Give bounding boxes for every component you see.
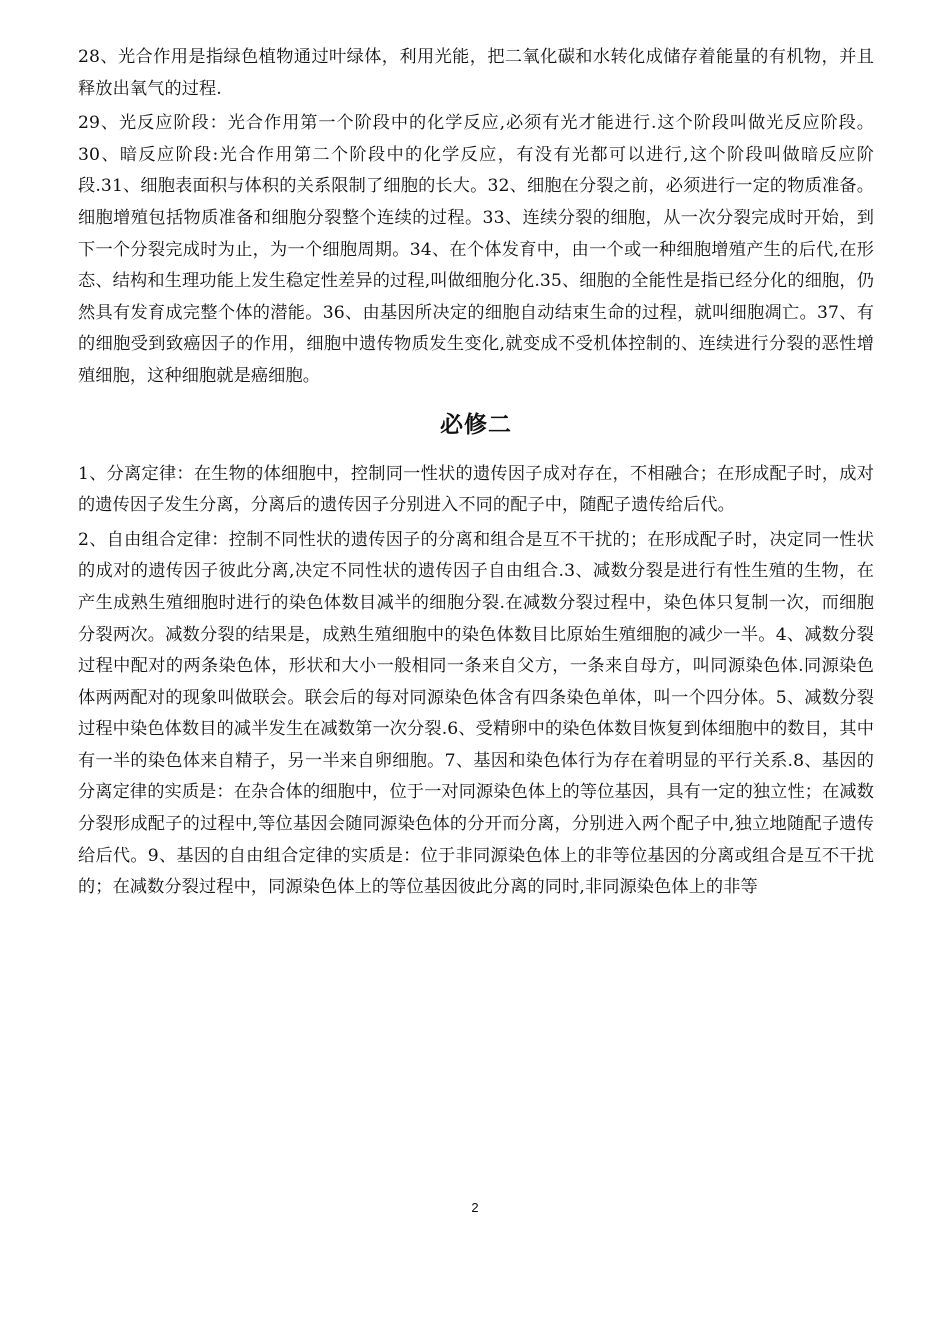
- page-content: [78, 42, 874, 904]
- paragraph-law-of-independent-assortment: 2、自由组合定律：控制不同性状的遗传因子的分离和组合是互不干扰的；在形成配子时，决定同一性状的成对的遗传因子彼此分离,决定不同性状的遗传因子自由组合.3、减数分裂是进行有性生殖的生物，在产生成熟生殖细胞时进行的染色体数目减半的细胞分裂.在减数分裂过程中，染色体只复制一次，而细胞分裂两次。减数分裂的结果是，成熟生殖细胞中的染色体数目比原始生殖细胞的减少一半。4、减数分裂过程中配对的两条染色体，形状和大小一般相同一条来自父方，一条来自母方，叫同源染色体.同源染色体两两配对的现象叫做联会。联会后的每对同源染色体含有四条染色单体，叫一个四分体。5、减数分裂过程中染色体数目的减半发生在减数第一次分裂.6、受精卵中的染色体数目恢复到体细胞中的数目，其中有一半的染色体来自精子，另一半来自卵细胞。7、基因和染色体行为存在着明显的平行关系.8、基因的分离定律的实质是：在杂合体的细胞中，位于一对同源染色体上的等位基因，具有一定的独立性；在减数分裂形成配子的过程中,等位基因会随同源染色体的分开而分离，分别进入两个配子中,独立地随配子遗传给后代。9、基因的自由组合定律的实质是：位于非同源染色体上的非等位基因的分离或组合是互不干扰的；在减数分裂过程中，同源染色体上的等位基因彼此分离的同时,非同源染色体上的非等: [78, 529, 874, 898]
- paragraph-law-of-segregation: 1、分离定律：在生物的体细胞中，控制同一性状的遗传因子成对存在，不相融合；在形成配子时，成对的遗传因子发生分离，分离后的遗传因子分别进入不同的配子中，随配子遗传给后代。: [78, 463, 874, 516]
- paragraph-29-37: 29、光反应阶段：光合作用第一个阶段中的化学反应,必须有光才能进行.这个阶段叫做光反应阶段。30、暗反应阶段:光合作用第二个阶段中的化学反应，有没有光都可以进行,这个阶段叫做暗反应阶段.31、细胞表面积与体积的关系限制了细胞的长大。32、细胞在分裂之前，必须进行一定的物质准备。细胞增殖包括物质准备和细胞分裂整个连续的过程。33、连续分裂的细胞，从一次分裂完成时开始，到下一个分裂完成时为止，为一个细胞周期。34、在个体发育中，由一个或一种细胞增殖产生的后代,在形态、结构和生理功能上发生稳定性差异的过程,叫做细胞分化.35、细胞的全能性是指已经分化的细胞，仍然具有发育成完整个体的潜能。36、由基因所决定的细胞自动结束生命的过程，就叫细胞凋亡。37、有的细胞受到致癌因子的作用，细胞中遗传物质发生变化,就变成不受机体控制的、连续进行分裂的恶性增殖细胞，这种细胞就是癌细胞。: [78, 113, 874, 386]
- paragraph-28: 28、光合作用是指绿色植物通过叶绿体，利用光能，把二氧化碳和水转化成储存着能量的有机物，并且释放出氧气的过程.: [78, 47, 874, 99]
- page-number: 2: [471, 1200, 479, 1215]
- section-heading: 必修二: [440, 411, 512, 438]
